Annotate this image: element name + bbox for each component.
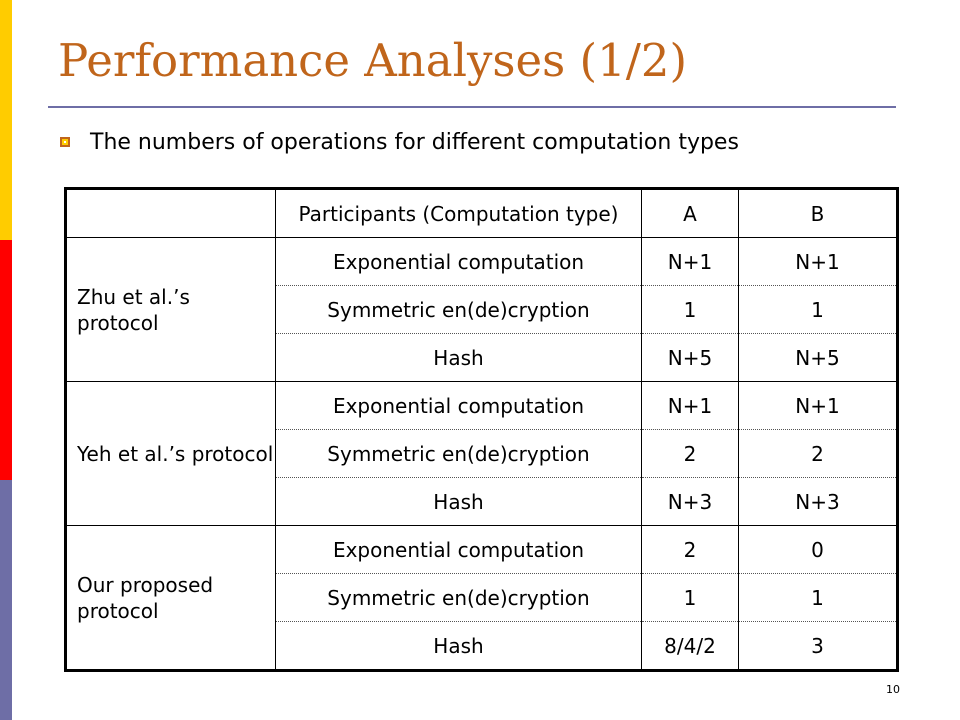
table-header-row	[66, 189, 898, 238]
value-cell-a: 2	[642, 526, 739, 574]
type-cell: Symmetric en(de)cryption	[276, 430, 642, 478]
bullet-item	[60, 127, 739, 157]
table-row	[66, 382, 898, 430]
value-cell-b: N+1	[739, 382, 898, 430]
slide-title: Performance Analyses (1/2)	[58, 34, 688, 87]
value-cell-a: N+1	[642, 382, 739, 430]
side-bar-red	[0, 240, 12, 480]
header-cell-b: B	[739, 189, 898, 238]
value-cell-a: 2	[642, 430, 739, 478]
value-cell-b: N+1	[739, 238, 898, 286]
side-bar-purple	[0, 480, 12, 720]
protocol-cell: Our proposed protocol	[66, 526, 276, 671]
value-cell-b: 3	[739, 622, 898, 671]
type-cell: Symmetric en(de)cryption	[276, 574, 642, 622]
value-cell-a: N+3	[642, 478, 739, 526]
type-cell: Exponential computation	[276, 526, 642, 574]
type-cell: Hash	[276, 622, 642, 671]
type-cell: Exponential computation	[276, 238, 642, 286]
header-cell-participants: Participants (Computation type)	[276, 189, 642, 238]
type-cell: Hash	[276, 478, 642, 526]
protocol-cell: Zhu et al.’s protocol	[66, 238, 276, 382]
value-cell-b: 2	[739, 430, 898, 478]
table-row	[66, 238, 898, 286]
value-cell-b: N+3	[739, 478, 898, 526]
header-cell-a: A	[642, 189, 739, 238]
type-cell: Symmetric en(de)cryption	[276, 286, 642, 334]
slide-number: 10	[886, 683, 900, 696]
title-underline	[48, 106, 896, 108]
square-bullet-icon	[60, 137, 70, 147]
table-row	[66, 526, 898, 574]
operations-table	[64, 187, 899, 672]
value-cell-a: N+1	[642, 238, 739, 286]
protocol-cell: Yeh et al.’s protocol	[66, 382, 276, 526]
value-cell-a: 8/4/2	[642, 622, 739, 671]
header-cell-empty	[66, 189, 276, 238]
value-cell-a: N+5	[642, 334, 739, 382]
value-cell-b: 0	[739, 526, 898, 574]
value-cell-b: 1	[739, 574, 898, 622]
bullet-text: The numbers of operations for different computation types	[90, 129, 739, 155]
type-cell: Exponential computation	[276, 382, 642, 430]
value-cell-a: 1	[642, 574, 739, 622]
value-cell-a: 1	[642, 286, 739, 334]
type-cell: Hash	[276, 334, 642, 382]
side-bar-yellow	[0, 0, 12, 240]
value-cell-b: 1	[739, 286, 898, 334]
value-cell-b: N+5	[739, 334, 898, 382]
